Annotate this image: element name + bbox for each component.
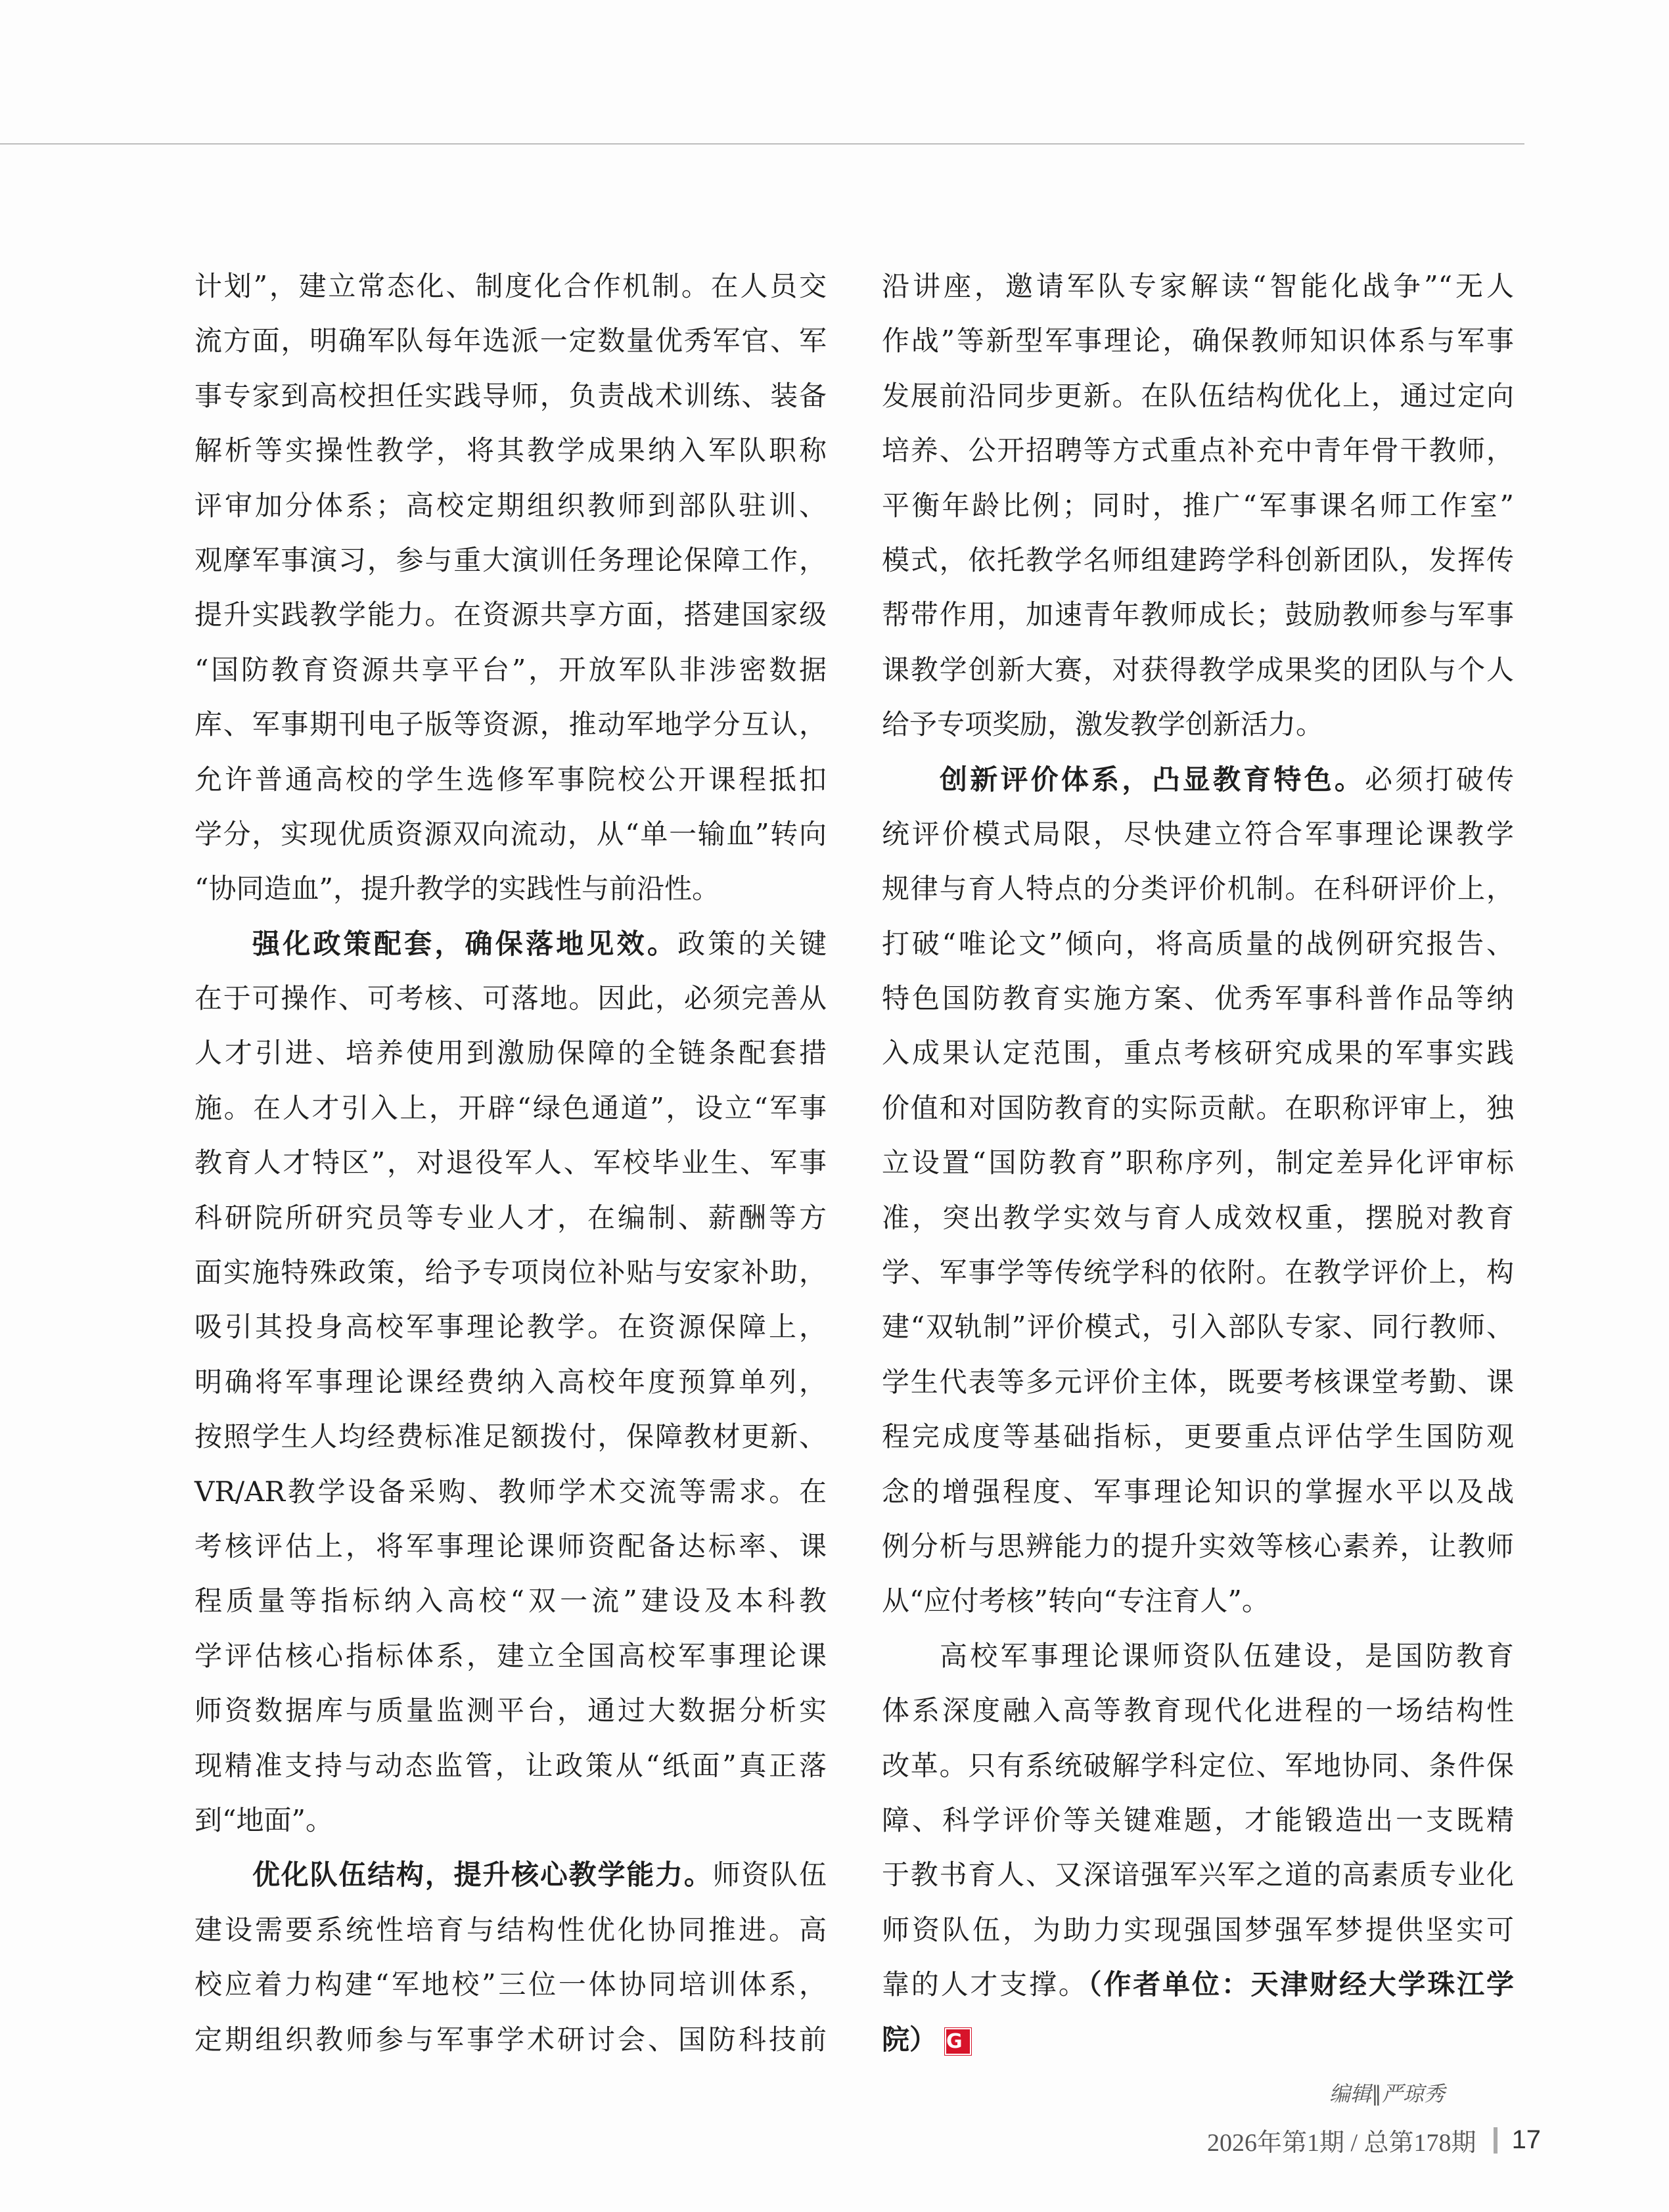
text-line xyxy=(194,1738,827,1793)
text-line xyxy=(882,807,1514,861)
text-line xyxy=(882,1903,1514,1957)
body-text: 评审加分体系；高校定期组织教师到部队驻训、 xyxy=(194,489,827,522)
body-text: 体系深度融入高等教育现代化进程的一场结构性 xyxy=(882,1694,1514,1727)
text-line xyxy=(882,1738,1514,1793)
body-text: 提升实践教学能力。在资源共享方面，搭建国家级 xyxy=(194,598,827,631)
text-line xyxy=(194,1957,827,2012)
body-text: 观摩军事演习，参与重大演训任务理论保障工作， xyxy=(194,543,827,576)
text-line xyxy=(882,1573,1514,1628)
body-text: 流方面，明确军队每年选派一定数量优秀军官、军 xyxy=(194,325,827,357)
body-text: 入成果认定范围，重点考核研究成果的军事实践 xyxy=(882,1037,1514,1070)
body-text: 从“应付考核”转向“专注育人”。 xyxy=(882,1585,1269,1617)
text-line xyxy=(194,1409,827,1464)
body-text: 人才引进、培养使用到激励保障的全链条配套措 xyxy=(194,1037,827,1070)
text-line xyxy=(194,1847,827,1902)
body-text: 师资队伍，为助力实现强国梦强军梦提供坚实可 xyxy=(882,1913,1514,1946)
body-text: 建设需要系统性培育与结构性优化协同推进。高 xyxy=(194,1913,827,1946)
text-line xyxy=(882,971,1514,1026)
text-line xyxy=(882,1299,1514,1354)
body-text: 特色国防教育实施方案、优秀军事科普作品等纳 xyxy=(882,982,1514,1015)
body-text: 作战”等新型军事理论，确保教师知识体系与军事 xyxy=(882,325,1514,357)
body-text: 给予专项奖励，激发教学创新活力。 xyxy=(882,708,1324,741)
section-lead-heading: 强化政策配套，确保落地见效。 xyxy=(252,927,678,960)
text-line xyxy=(882,697,1514,752)
text-line xyxy=(882,1081,1514,1135)
text-line xyxy=(194,478,827,533)
text-line xyxy=(882,1519,1514,1573)
body-text: 在于可操作、可考核、可落地。因此，必须完善从 xyxy=(194,982,827,1015)
body-text: 准，突出教学实效与育人成效权重，摆脱对教育 xyxy=(882,1201,1514,1234)
body-text: 师资数据库与质量监测平台，通过大数据分析实 xyxy=(194,1694,827,1727)
body-text: 施。在人才引入上，开辟“绿色通道”，设立“军事 xyxy=(194,1091,827,1124)
text-line xyxy=(194,1135,827,1190)
body-text: 模式，依托教学名师组建跨学科创新团队，发挥传 xyxy=(882,543,1514,576)
body-text: 障、科学评价等关键难题，才能锻造出一支既精 xyxy=(882,1803,1514,1836)
footer-divider xyxy=(1494,2127,1498,2154)
text-line xyxy=(194,1245,827,1299)
body-text: VR/AR教学设备采购、教师学术交流等需求。在 xyxy=(194,1475,827,1508)
left-column xyxy=(194,259,827,2067)
body-text: 按照学生人均经费标准足额拨付，保障教材更新、 xyxy=(194,1420,827,1453)
body-text: 平衡年龄比例；同时，推广“军事课名师工作室” xyxy=(882,489,1514,522)
text-line xyxy=(194,1355,827,1409)
body-text: 学生代表等多元评价主体，既要考核课堂考勤、课 xyxy=(882,1365,1514,1398)
body-text: 高校军事理论课师资队伍建设，是国防教育 xyxy=(940,1639,1514,1672)
page-number: 17 xyxy=(1511,2125,1542,2154)
text-line xyxy=(882,1026,1514,1080)
text-line xyxy=(194,752,827,807)
text-line xyxy=(882,478,1514,533)
body-text: 允许普通高校的学生选修军事院校公开课程抵扣 xyxy=(194,763,827,796)
text-line xyxy=(882,1683,1514,1738)
text-line xyxy=(882,587,1514,642)
issue-info: 2026年第1期 / 总第178期 xyxy=(1207,2129,1476,2157)
text-line xyxy=(882,1245,1514,1299)
body-text: 必须打破传 xyxy=(1365,763,1514,796)
text-line xyxy=(882,1629,1514,1683)
text-line xyxy=(882,259,1514,313)
body-text: 建“双轨制”评价模式，引入部队专家、同行教师、 xyxy=(882,1311,1514,1343)
text-line xyxy=(882,1409,1514,1464)
text-line xyxy=(882,423,1514,478)
text-line xyxy=(882,2012,1514,2067)
text-line xyxy=(882,643,1514,697)
body-text: 科研院所研究员等专业人才，在编制、薪酬等方 xyxy=(194,1201,827,1234)
text-line xyxy=(882,1957,1514,2012)
text-line xyxy=(194,643,827,697)
text-line xyxy=(882,313,1514,368)
author-affiliation: （作者单位：天津财经大学珠江学 xyxy=(1087,1968,1514,2001)
body-text: 学评估核心指标体系，建立全国高校军事理论课 xyxy=(194,1639,827,1672)
text-line xyxy=(194,1190,827,1245)
text-line xyxy=(194,1629,827,1683)
body-text: 改革。只有系统破解学科定位、军地协同、条件保 xyxy=(882,1749,1514,1782)
text-line xyxy=(194,1519,827,1573)
body-text: 立设置“国防教育”职称序列，制定差异化评审标 xyxy=(882,1146,1514,1179)
text-line xyxy=(194,861,827,916)
body-text: 到“地面”。 xyxy=(194,1803,333,1836)
body-text: 帮带作用，加速青年教师成长；鼓励教师参与军事 xyxy=(882,598,1514,631)
body-text: 现精准支持与动态监管，让政策从“纸面”真正落 xyxy=(194,1749,827,1782)
body-text: 政策的关键 xyxy=(677,927,827,960)
body-text: 面实施特殊政策，给予专项岗位补贴与安家补助， xyxy=(194,1256,827,1289)
body-text: 发展前沿同步更新。在队伍结构优化上，通过定向 xyxy=(882,379,1514,412)
text-line xyxy=(194,1026,827,1080)
body-text: 师资队伍 xyxy=(712,1859,827,1891)
text-line xyxy=(194,697,827,752)
body-text: 明确将军事理论课经费纳入高校年度预算单列， xyxy=(194,1365,827,1398)
text-line xyxy=(882,916,1514,971)
body-text: 事专家到高校担任实践导师，负责战术训练、装备 xyxy=(194,379,827,412)
body-text: 学分，实现优质资源双向流动，从“单一输血”转向 xyxy=(194,817,827,850)
body-text: 教育人才特区”，对退役军人、军校毕业生、军事 xyxy=(194,1146,827,1179)
body-text: 沿讲座，邀请军队专家解读“智能化战争”“无人 xyxy=(882,270,1514,302)
text-line xyxy=(882,1135,1514,1190)
body-text: 于教书育人、又深谙强军兴军之道的高素质专业化 xyxy=(882,1859,1514,1891)
text-line xyxy=(194,807,827,861)
body-text: 定期组织教师参与军事学术研讨会、国防科技前 xyxy=(194,2023,827,2056)
editor-credit: 编辑∥严琼秀 xyxy=(1329,2081,1446,2106)
page-footer xyxy=(1207,2122,1541,2158)
text-line xyxy=(194,916,827,971)
text-line xyxy=(194,1683,827,1738)
article-end-mark-icon: G xyxy=(945,2028,971,2055)
text-line xyxy=(882,533,1514,587)
text-line xyxy=(194,369,827,423)
text-line xyxy=(194,2012,827,2067)
body-text: 价值和对国防教育的实际贡献。在职称评审上，独 xyxy=(882,1091,1514,1124)
body-text: 吸引其投身高校军事理论教学。在资源保障上， xyxy=(194,1311,827,1343)
text-line xyxy=(882,1464,1514,1519)
text-line xyxy=(194,971,827,1026)
body-text: 例分析与思辨能力的提升实效等核心素养，让教师 xyxy=(882,1529,1514,1562)
text-line xyxy=(194,1299,827,1354)
section-lead-heading: 优化队伍结构，提升核心教学能力。 xyxy=(252,1859,713,1891)
text-line xyxy=(194,587,827,642)
text-line xyxy=(882,752,1514,807)
text-line xyxy=(882,1847,1514,1902)
section-lead-heading: 创新评价体系，凸显教育特色。 xyxy=(940,763,1365,796)
body-text: 统评价模式局限，尽快建立符合军事理论课教学 xyxy=(882,817,1514,850)
body-text: 念的增强程度、军事理论知识的掌握水平以及战 xyxy=(882,1475,1514,1508)
right-column xyxy=(882,259,1514,2067)
body-text: 打破“唯论文”倾向，将高质量的战例研究报告、 xyxy=(882,927,1514,960)
text-line xyxy=(194,1464,827,1519)
body-text: “协同造血”，提升教学的实践性与前沿性。 xyxy=(194,872,720,905)
body-text: 靠的人才支撑。 xyxy=(882,1968,1088,2001)
body-text: “国防教育资源共享平台”，开放军队非涉密数据 xyxy=(194,653,827,686)
body-text: 程完成度等基础指标，更要重点评估学生国防观 xyxy=(882,1420,1514,1453)
text-line xyxy=(882,1355,1514,1409)
body-text: 课教学创新大赛，对获得教学成果奖的团队与个人 xyxy=(882,653,1514,686)
body-text: 库、军事期刊电子版等资源，推动军地学分互认， xyxy=(194,708,827,741)
body-text: 考核评估上，将军事理论课师资配备达标率、课 xyxy=(194,1529,827,1562)
text-line xyxy=(882,1793,1514,1847)
author-affiliation: 院） xyxy=(882,2023,938,2056)
text-line xyxy=(194,1081,827,1135)
body-text: 解析等实操性教学，将其教学成果纳入军队职称 xyxy=(194,434,827,467)
body-text: 学、军事学等传统学科的依附。在教学评价上，构 xyxy=(882,1256,1514,1289)
text-line xyxy=(194,1793,827,1847)
text-line xyxy=(194,1573,827,1628)
text-line xyxy=(194,423,827,478)
text-line xyxy=(882,861,1514,916)
text-line xyxy=(194,533,827,587)
body-text: 校应着力构建“军地校”三位一体协同培训体系， xyxy=(194,1968,827,2001)
text-line xyxy=(194,1903,827,1957)
text-line xyxy=(194,313,827,368)
body-text: 规律与育人特点的分类评价机制。在科研评价上， xyxy=(882,872,1514,905)
text-line xyxy=(882,1190,1514,1245)
header-rule xyxy=(0,143,1524,145)
text-line xyxy=(194,259,827,313)
body-text: 计划”，建立常态化、制度化合作机制。在人员交 xyxy=(194,270,827,302)
body-text: 程质量等指标纳入高校“双一流”建设及本科教 xyxy=(194,1585,827,1617)
text-line xyxy=(882,369,1514,423)
body-text: 培养、公开招聘等方式重点补充中青年骨干教师， xyxy=(882,434,1514,467)
